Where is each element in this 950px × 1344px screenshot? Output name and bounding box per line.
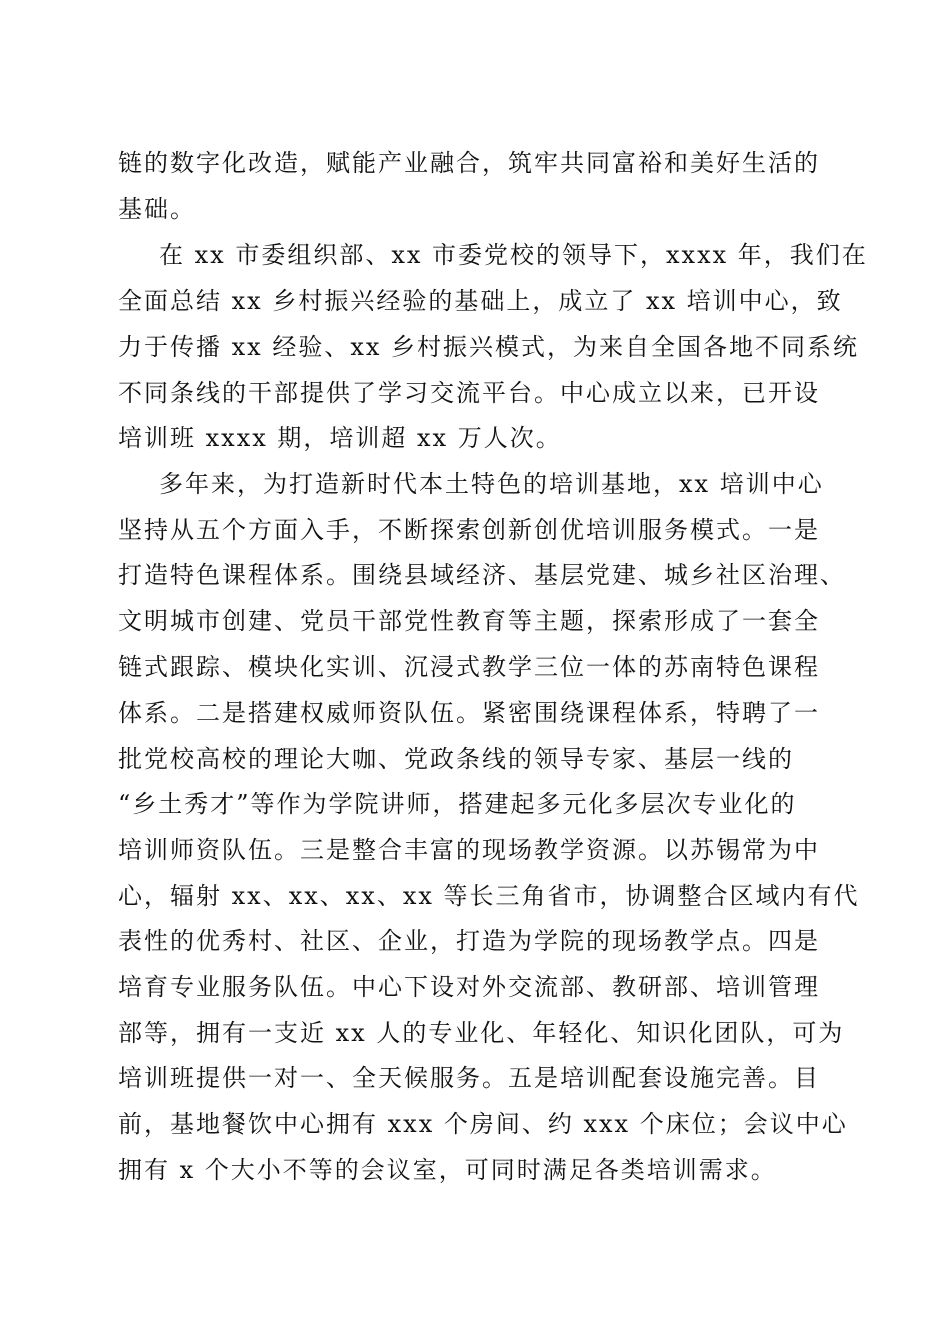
- paragraph-2-line-1: 在 xx 市委组织部、xx 市委党校的领导下，xxxx 年，我们在: [159, 241, 868, 269]
- paragraph-3-line-5: 链式跟踪、模块化实训、沉浸式教学三位一体的苏南特色课程: [118, 653, 820, 681]
- paragraph-1-line-2: 基础。: [118, 195, 196, 223]
- paragraph-3-line-6: 体系。二是搭建权威师资队伍。紧密围绕课程体系，特聘了一: [118, 699, 820, 727]
- paragraph-3-line-9: 培训师资队伍。三是整合丰富的现场教学资源。以苏锡常为中: [118, 836, 820, 864]
- paragraph-3-line-8: “乡土秀才”等作为学院讲师，搭建起多元化多层次专业化的: [118, 790, 797, 818]
- paragraph-3-line-15: 前，基地餐饮中心拥有 xxx 个房间、约 xxx 个床位；会议中心: [118, 1110, 848, 1138]
- paragraph-3-line-16: 拥有 x 个大小不等的会议室，可同时满足各类培训需求。: [118, 1156, 777, 1184]
- paragraph-3-line-4: 文明城市创建、党员干部党性教育等主题，探索形成了一套全: [118, 607, 820, 635]
- paragraph-3-line-7: 批党校高校的理论大咖、党政条线的领导专家、基层一线的: [118, 745, 794, 773]
- paragraph-3-line-1: 多年来，为打造新时代本土特色的培训基地，xx 培训中心: [159, 470, 824, 498]
- paragraph-1-line-1: 链的数字化改造，赋能产业融合，筑牢共同富裕和美好生活的: [118, 149, 820, 177]
- paragraph-3-line-3: 打造特色课程体系。围绕县域经济、基层党建、城乡社区治理、: [118, 561, 846, 589]
- paragraph-2-line-2: 全面总结 xx 乡村振兴经验的基础上，成立了 xx 培训中心，致: [118, 287, 843, 315]
- paragraph-2-line-4: 不同条线的干部提供了学习交流平台。中心成立以来，已开设: [118, 379, 820, 407]
- paragraph-3-line-12: 培育专业服务队伍。中心下设对外交流部、教研部、培训管理: [118, 973, 820, 1001]
- paragraph-2-line-5: 培训班 xxxx 期，培训超 xx 万人次。: [118, 424, 562, 452]
- paragraph-3-line-14: 培训班提供一对一、全天候服务。五是培训配套设施完善。目: [118, 1064, 820, 1092]
- paragraph-3-line-11: 表性的优秀村、社区、企业，打造为学院的现场教学点。四是: [118, 927, 820, 955]
- paragraph-3-line-2: 坚持从五个方面入手，不断探索创新创优培训服务模式。一是: [118, 516, 820, 544]
- paragraph-3-line-13: 部等，拥有一支近 xx 人的专业化、年轻化、知识化团队，可为: [118, 1019, 845, 1047]
- paragraph-2-line-3: 力于传播 xx 经验、xx 乡村振兴模式，为来自全国各地不同系统: [118, 333, 860, 361]
- paragraph-3-line-10: 心，辐射 xx、xx、xx、xx 等长三角省市，协调整合区域内有代: [118, 882, 860, 910]
